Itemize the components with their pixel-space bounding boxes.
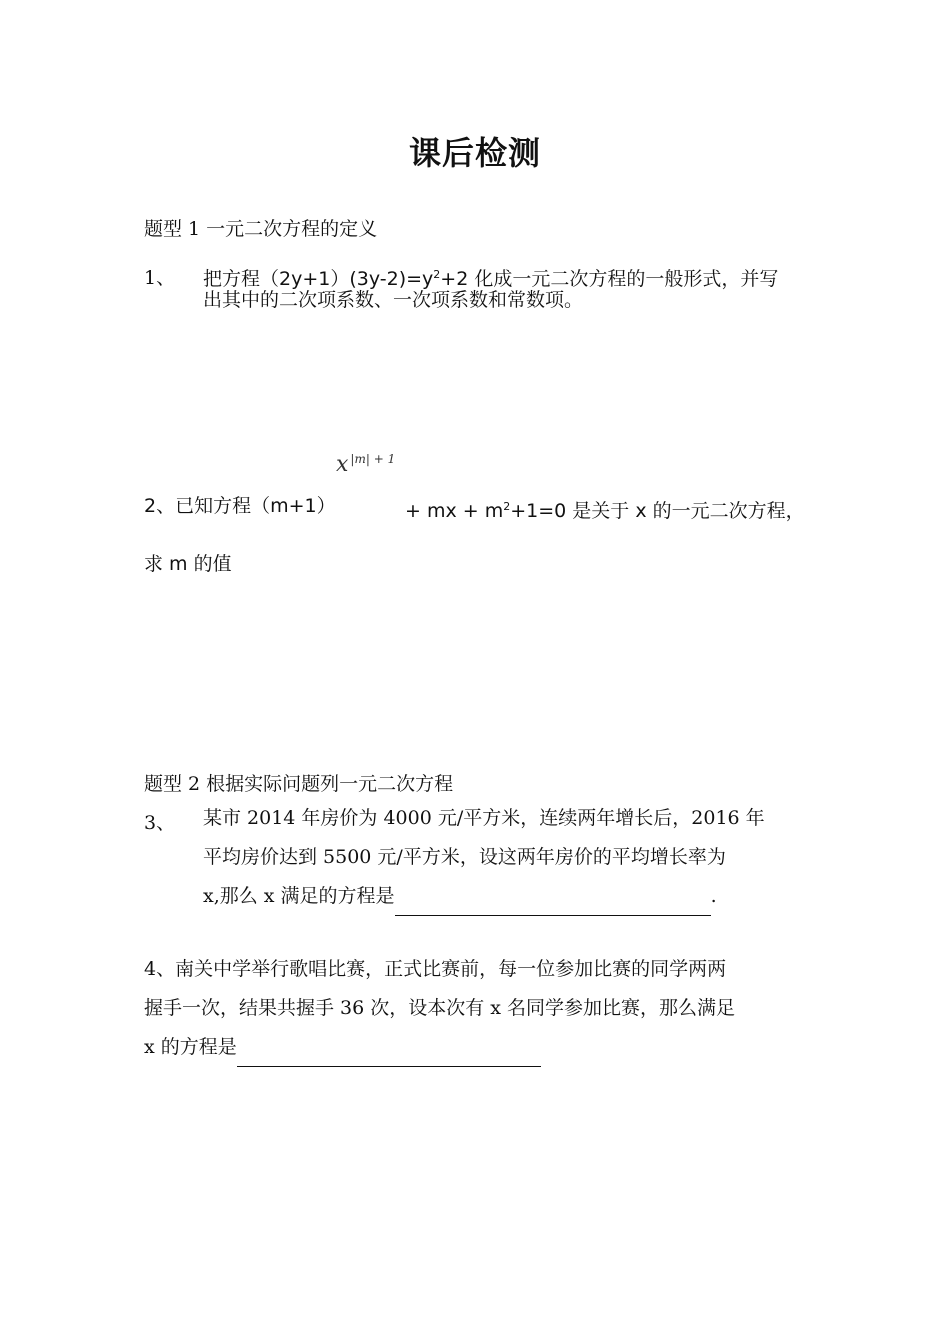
section-heading-2: 题型 2 根据实际问题列一元二次方程 bbox=[144, 773, 454, 795]
question-4-line-1: 4、南关中学举行歌唱比赛，正式比赛前，每一位参加比赛的同学两两 bbox=[144, 958, 727, 980]
question-4-line-3-text: x 的方程是 bbox=[144, 1036, 237, 1058]
question-2-line-1-b-text: + mx + m bbox=[405, 500, 504, 522]
question-4-line-3 bbox=[144, 1028, 541, 1067]
question-4-line-2: 握手一次，结果共握手 36 次，设本次有 x 名同学参加比赛，那么满足 bbox=[144, 997, 736, 1019]
question-1-line-1-post: +2 化成一元二次方程的一般形式，并写 bbox=[440, 268, 779, 290]
answer-blank-3[interactable] bbox=[395, 891, 711, 916]
question-3-line-2: 平均房价达到 5500 元/平方米，设这两年房价的平均增长率为 bbox=[203, 846, 726, 868]
question-2-exponent: 2 bbox=[503, 500, 511, 513]
section-heading-1: 题型 1 一元二次方程的定义 bbox=[144, 218, 378, 240]
question-3-line-3-text: x,那么 x 满足的方程是 bbox=[203, 885, 395, 907]
question-2-line-1-c: +1=0 是关于 x 的一元二次方程， bbox=[510, 500, 805, 522]
question-1-line-2: 出其中的二次项系数、一次项系数和常数项。 bbox=[203, 289, 584, 311]
question-2-line-1-b bbox=[405, 487, 805, 531]
question-2-line-1-a: 2、已知方程（m+1） bbox=[144, 495, 336, 517]
question-2-line-2: 求 m 的值 bbox=[144, 553, 232, 575]
question-3-line-3 bbox=[203, 877, 717, 916]
question-3-line-3-end: . bbox=[710, 885, 717, 907]
page-title: 课后检测 bbox=[408, 134, 541, 172]
question-3-line-1: 某市 2014 年房价为 4000 元/平方米，连续两年增长后，2016 年 bbox=[203, 807, 765, 829]
question-1-line-1-pre: 把方程（2y+1）(3y-2)=y bbox=[203, 268, 434, 290]
formula-exponent: |m| + 1 bbox=[350, 452, 396, 466]
answer-blank-4[interactable] bbox=[237, 1042, 541, 1067]
formula-base: x bbox=[336, 452, 349, 477]
question-2-formula bbox=[336, 452, 395, 477]
question-1-number: 1、 bbox=[144, 267, 176, 289]
question-3-number: 3、 bbox=[144, 812, 176, 834]
question-1-exponent: 2 bbox=[433, 268, 441, 281]
